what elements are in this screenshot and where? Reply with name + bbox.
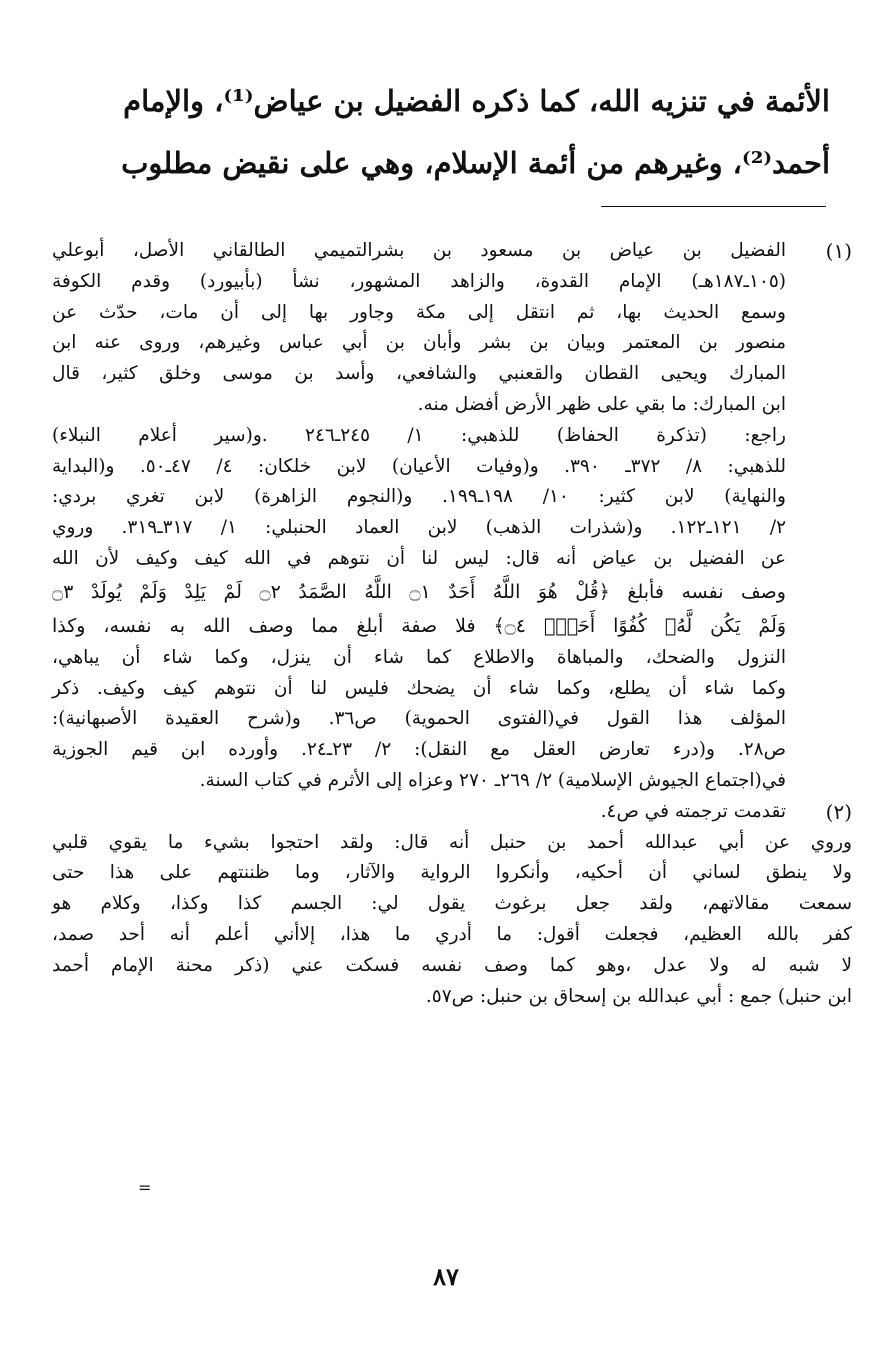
footnote-line: ولا ينطق لساني أن أحكيه، وأنكروا الرواية والآثار، وما ظننتهم على هذا حتى — [52, 862, 852, 884]
footnote-2-continued — [52, 828, 852, 1013]
footnote-line: (١٠٥ـ١٨٧هـ) الإمام القدوة، والزاهد المشهور، نشأ (بأبيورد) وقدم الكوفة — [52, 270, 786, 292]
footnote-number: (١) — [825, 239, 852, 263]
footnote-number: (٢) — [825, 799, 852, 824]
page-number: ٨٧ — [433, 1262, 459, 1291]
footnote-line: كفر بالله العظيم، فجعلت أقول: ما أدري ما هذا، إلاأني أعلم أنه أحد صمد، — [52, 923, 852, 945]
footnotes — [52, 236, 852, 1012]
footnote-line: في(اجتماع الجيوش الإسلامية) ٢/ ٢٦٩ـ ٢٧٠ وعزاه إلى الأثرم في كتاب السنة. — [199, 769, 786, 791]
footnote-line: منصور بن المعتمر وبيان بن بشر وأبان بن أبي عباس وغيرهم، وروى عنه ابن — [52, 332, 786, 354]
footnote-2 — [52, 797, 852, 828]
footnote-line: وسمع الحديث بها، ثم انتقل إلى مكة وجاور بها إلى أن مات، حدّث عن — [52, 301, 786, 323]
margin-mark: = — [138, 1178, 152, 1197]
main-text-line: أحمد⁽²⁾، وغيرهم من أئمة الإسلام، وهي على نقيض مطلوب — [121, 146, 830, 180]
footnote-line: المؤلف هذا القول في(الفتوى الحموية) ص٣٦. و(شرح العقيدة الأصبهانية): — [52, 708, 786, 730]
footnote-line: للذهبي: ٨/ ٣٧٢ـ ٣٩٠. و(وفيات الأعيان) لابن خلكان: ٤/ ٤٧ـ٥٠. و(البداية — [52, 455, 786, 477]
footnote-line: ٢/ ١٢١ـ١٢٢. و(شذرات الذهب) لابن العماد الحنبلي: ١/ ٣١٧ـ٣١٩. وروي — [52, 517, 786, 539]
footnote-line: ابن حنبل) جمع : أبي عبدالله بن إسحاق بن حنبل: ص٥٧. — [425, 985, 852, 1007]
footnote-line: ص٢٨. و(درء تعارض العقل مع النقل): ٢/ ٢٣ـ٢٤. وأورده ابن قيم الجوزية — [52, 739, 786, 761]
footnote-line: الفضيل بن عياض بن مسعود بن بشرالتميمي الطالقاني الأصل، أبوعلي — [52, 240, 786, 261]
footnote-line: ابن المبارك: ما بقي على ظهر الأرض أفضل منه. — [417, 393, 786, 415]
footnote-line: وروي عن أبي عبدالله أحمد بن حنبل أنه قال: ولقد احتجوا بشيء ما يقوي قلبي — [52, 831, 852, 853]
main-text — [121, 70, 830, 194]
main-text-line: الأئمة في تنزيه الله، كما ذكره الفضيل بن عياض⁽¹⁾، والإمام — [123, 84, 830, 118]
quran-verse-line: وَلَمْ يَكُن لَّهُۥ كُفُوًا أَحَدٌۢ ۝٤﴾ فلا صفة أبلغ مما وصف الله به نفسه، وكذا — [52, 614, 786, 637]
footnote-1 — [52, 236, 852, 797]
footnote-line: لا شبه له ولا عدل ،وهو كما وصف نفسه فسكت عني (ذكر محنة الإمام أحمد — [52, 954, 852, 976]
footnote-line: سمعت مقالاتهم، ولقد جعل برغوث يقول لي: الجسم كذا وكذا، وكلام هو — [52, 893, 852, 915]
footnote-line: وكما شاء أن يطلع، وكما شاء أن يضحك فليس لنا أن نتوهم كيف وكيف. ذكر — [52, 677, 786, 699]
footnote-line: عن الفضيل بن عياض أنه قال: ليس لنا أن نتوهم في الله كيف وكيف لأن الله — [52, 547, 786, 569]
footnote-line: المبارك ويحيى القطان والقعنبي والشافعي، وأسد بن موسى وخلق كثير، قال — [52, 363, 786, 385]
footnote-line: راجع: (تذكرة الحفاظ) للذهبي: ١/ ٢٤٥ـ٢٤٦ .و(سير أعلام النبلاء) — [52, 424, 786, 446]
footnote-line: تقدمت ترجمته في ص٤. — [600, 800, 786, 822]
footnote-line: والنهاية) لابن كثير: ١٠/ ١٩٨ـ١٩٩. و(النجوم الزاهرة) لابن تغري بردي: — [52, 486, 786, 508]
footnote-separator — [601, 206, 826, 207]
quran-verse-line: وصف نفسه فأبلغ ﴿قُلْ هُوَ اللَّهُ أَحَدٌ ۝١ اللَّهُ الصَّمَدُ ۝٢ لَمْ يَلِدْ وَلَمْ يُولَدْ ۝٣ — [52, 580, 786, 603]
footnote-line: النزول والضحك، والمباهاة والاطلاع كما شاء أن ينزل، وكما شاء أن يباهي، — [52, 646, 786, 668]
